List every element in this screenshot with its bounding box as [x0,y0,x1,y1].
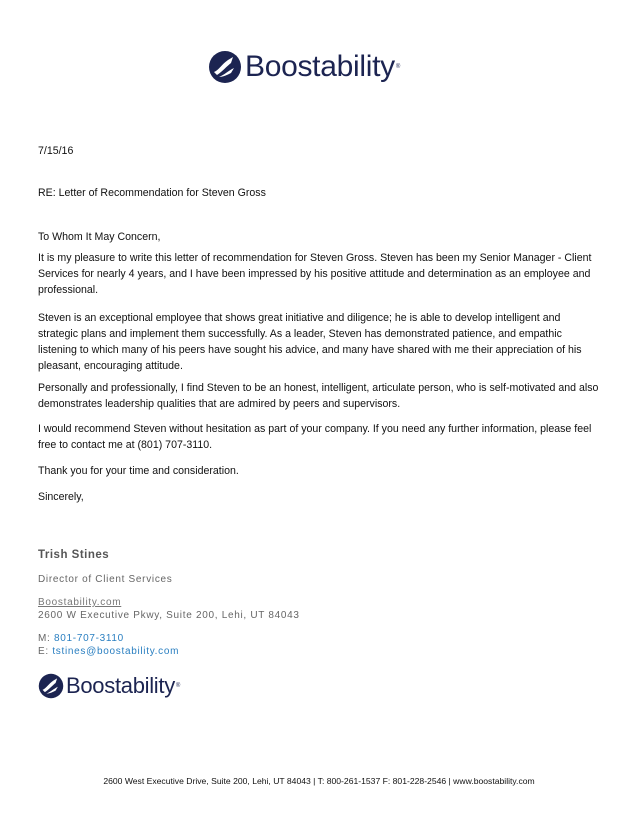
letter-paragraph-4: I would recommend Steven without hesitation as part of your company. If you need any further information, please feel free to contact me at (801) 707-3110. [38,423,592,451]
brand-wordmark: Boostability [66,673,175,698]
mobile-link[interactable]: 801-707-3110 [54,633,124,644]
signature-mobile-line [38,633,124,644]
boostability-mark-icon [38,673,64,699]
letter-date: 7/15/16 [38,145,74,157]
signature-address: 2600 W Executive Pkwy, Suite 200, Lehi, UT 84043 [38,610,300,621]
letter-subject: RE: Letter of Recommendation for Steven Gross [38,187,266,199]
email-label: E: [38,646,53,657]
brand-wordmark: Boostability [245,50,395,83]
boostability-mark-icon [208,50,242,84]
registered-mark: ® [395,64,401,70]
letter-closing: Sincerely, [38,491,84,503]
header-logo [208,50,400,84]
letter-paragraph-2: Steven is an exceptional employee that shows great initiative and diligence; he is able to develop intelligent and strategic plans and implement them successfully. As a leader, Steven has demonstrated patience, and empathic listening to which many of his peers have sought his advice, and many have shared with me their appreciation of his pleasant, encouraging attitude. [38,312,582,372]
registered-mark: ® [175,683,181,689]
mobile-label: M: [38,633,54,644]
letter-paragraph-1: It is my pleasure to write this letter of recommendation for Steven Gross. Steven has been my Senior Manager - Client Services for nearly 4 years, and I have been impressed by his positive attitude and determination as an employee and professional. [38,252,592,296]
signature-email-line [38,646,179,657]
letter-salutation: To Whom It May Concern, [38,231,161,243]
signature-name: Trish Stines [38,549,110,561]
letter-paragraph-3: Personally and professionally, I find Steven to be an honest, intelligent, articulate person, who is self-motivated and also demonstrates leadership qualities that are admired by peers and supervisors. [38,382,599,410]
signature-logo [38,673,180,699]
signature-title: Director of Client Services [38,574,173,585]
letter-paragraph-5: Thank you for your time and consideration. [38,465,239,477]
signature-website-link[interactable]: Boostability.com [38,597,122,608]
email-link[interactable]: tstines@boostability.com [52,646,180,657]
footer-contact-line: 2600 West Executive Drive, Suite 200, Lehi, UT 84043 | T: 800-261-1537 F: 801-228-2546 | www.boostability.com [103,776,535,786]
